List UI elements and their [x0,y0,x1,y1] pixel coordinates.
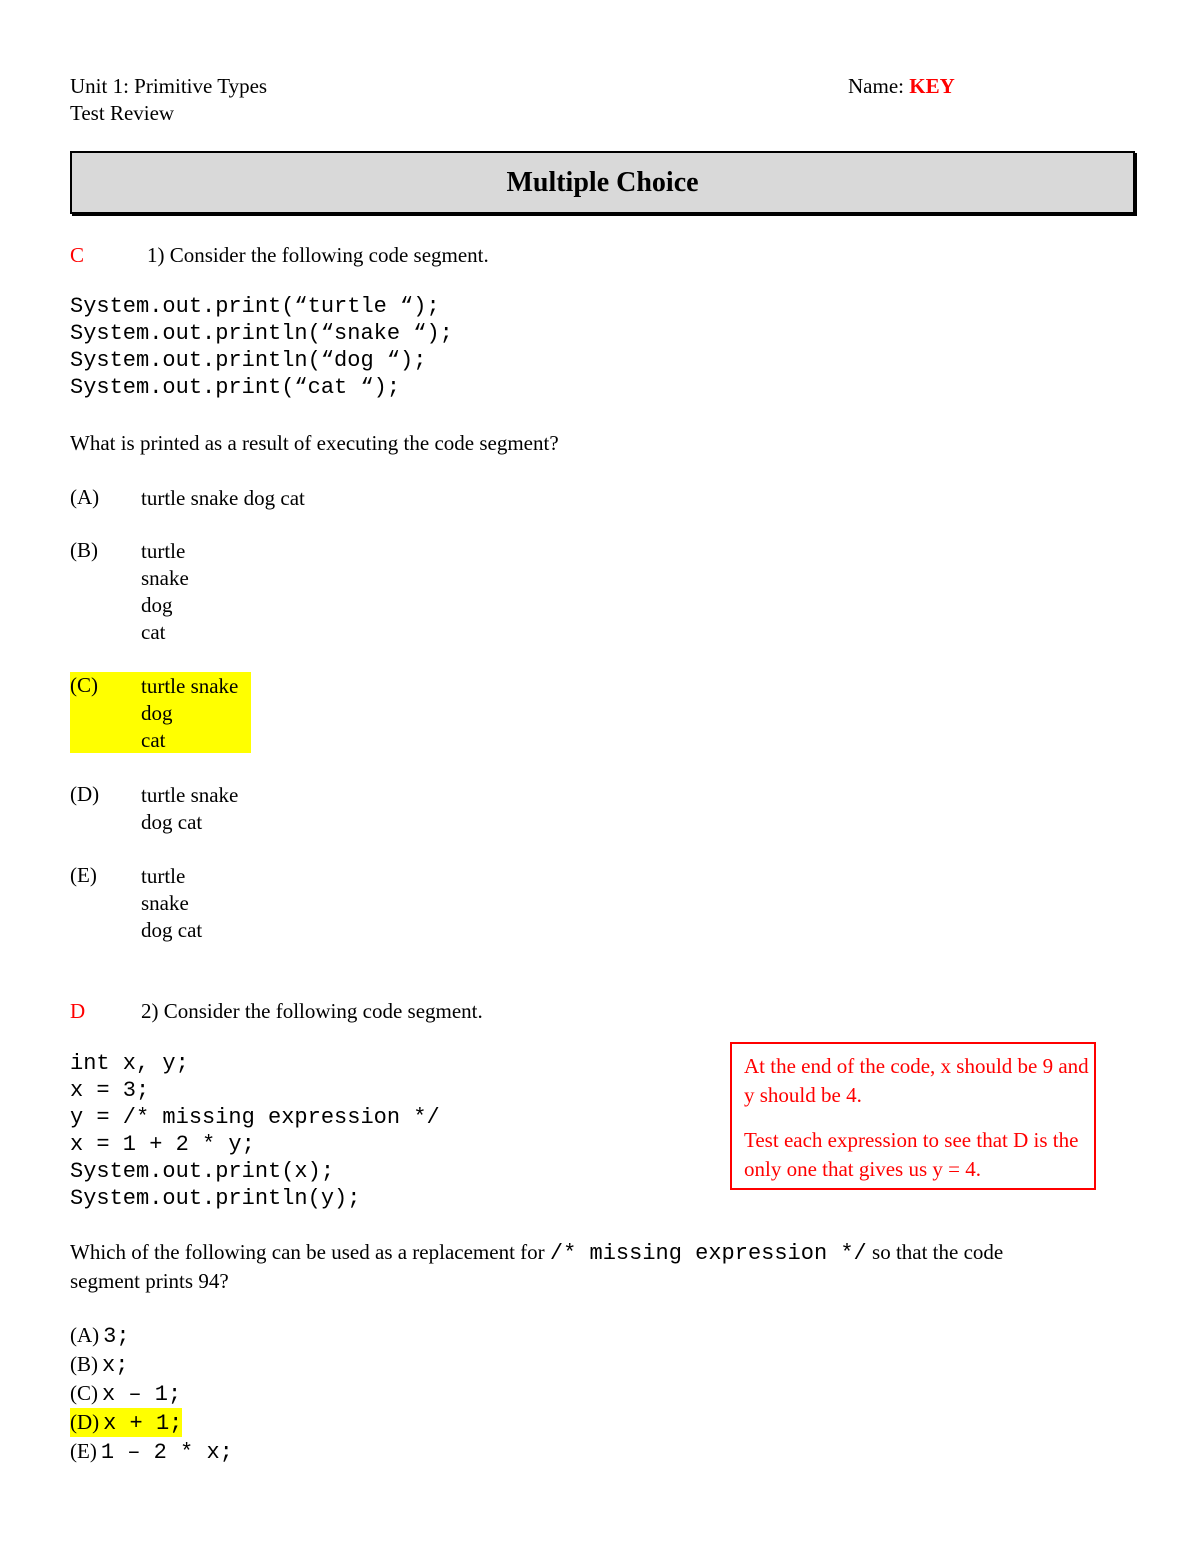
q1-choice-e-label: (E) [70,863,97,887]
choice-line: dog [141,701,173,725]
choice-line: turtle snake [141,674,239,698]
choice-line: cat [141,620,166,644]
q2-explanation-note [730,1042,1096,1190]
choice-line: turtle [141,539,186,563]
code-line: y = /* missing expression */ [70,1105,440,1130]
q2-question-line2: segment prints 94? [70,1269,229,1293]
q2-prompt: 2) Consider the following code segment. [141,999,483,1023]
q2-question-code: /* missing expression */ [549,1241,867,1266]
code-line: System.out.println(y); [70,1186,361,1211]
q1-choice-b-text [141,538,189,646]
q1-code-block [70,293,453,401]
choice-label: (B) [70,1352,98,1376]
code-line: System.out.println(“dog “); [70,348,427,373]
section-title: Multiple Choice [506,167,699,198]
name-label: Name: [848,74,904,98]
choice-line: turtle [141,864,186,888]
code-line: int x, y; [70,1051,189,1076]
choice-code: x; [102,1353,129,1378]
q2-question [70,1240,1003,1267]
choice-line: dog cat [141,810,203,834]
q2-choice-a [70,1321,130,1350]
choice-line: turtle snake [141,783,239,807]
name-value: KEY [909,74,955,98]
choice-line: snake [141,566,189,590]
q2-choice-d-correct [70,1408,182,1437]
choice-label: (E) [70,1439,97,1463]
choice-code: x + 1; [103,1411,183,1436]
q2-choice-b [70,1350,128,1379]
choice-code: 1 – 2 * x; [100,1440,233,1465]
q1-choice-d-label: (D) [70,782,100,806]
choice-label: (D) [70,1410,100,1434]
q1-prompt: 1) Consider the following code segment. [147,243,489,267]
q2-question-text-end: so that the code [872,1240,1004,1264]
code-line: System.out.print(x); [70,1159,335,1184]
section-banner [70,151,1135,214]
choice-label: (A) [70,1323,100,1347]
q2-question-text: Which of the following can be used as a replacement for [70,1240,545,1264]
choice-code: 3; [103,1324,130,1349]
q2-choice-c [70,1379,181,1408]
q1-choice-b-label: (B) [70,538,98,562]
note-paragraph: At the end of the code, x should be 9 and y should be 4. [744,1054,1089,1107]
choice-line: dog [141,593,173,617]
q2-code-block [70,1050,440,1212]
choice-code: x – 1; [102,1382,182,1407]
q2-choice-e [70,1437,233,1466]
q1-choice-d-text [141,782,238,836]
choice-line: cat [141,728,166,752]
code-line: System.out.print(“cat “); [70,375,401,400]
choice-label: (C) [70,1381,98,1405]
code-line: System.out.println(“snake “); [70,321,453,346]
q1-question: What is printed as a result of executing the code segment? [70,431,559,455]
q1-choice-c-label: (C) [70,673,98,697]
note-paragraph: Test each expression to see that D is the only one that gives us y = 4. [744,1128,1079,1181]
code-line: x = 3; [70,1078,150,1103]
unit-title: Unit 1: Primitive Types [70,74,268,98]
code-line: System.out.print(“turtle “); [70,294,440,319]
q1-choice-e-text [141,863,202,944]
code-line: x = 1 + 2 * y; [70,1132,255,1157]
name-field [848,74,955,99]
q1-choice-c-text [141,673,238,754]
choice-line: turtle snake dog cat [141,486,305,510]
q1-choice-a-text [141,485,305,512]
q2-answer-key: D [70,999,86,1023]
q1-choice-a-label: (A) [70,485,100,509]
doc-subtitle: Test Review [70,101,175,125]
choice-line: dog cat [141,918,203,942]
choice-line: snake [141,891,189,915]
q1-answer-key: C [70,243,85,267]
